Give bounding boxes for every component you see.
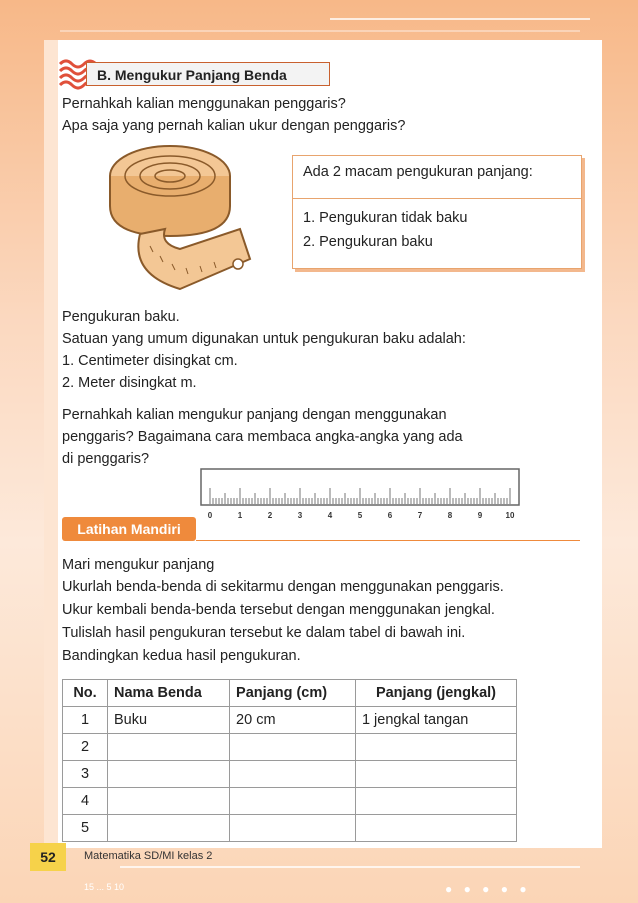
ruler-label: 0 — [207, 511, 213, 520]
footer-numbers: 15 ... 5 10 — [84, 882, 125, 892]
decor-line — [330, 18, 590, 20]
badge-underline — [196, 540, 580, 541]
exercise-line: Tulislah hasil pengukuran tersebut ke dalam tabel di bawah ini. — [62, 625, 466, 641]
cell-nama — [108, 815, 230, 842]
decor-line — [60, 30, 580, 32]
page-number: 52 — [30, 843, 66, 871]
exercise-line: Mari mengukur panjang — [62, 557, 215, 573]
ruler-label: 2 — [267, 511, 273, 520]
ruler-label: 9 — [477, 511, 483, 520]
cell-jengkal — [355, 734, 516, 761]
decor-line — [120, 866, 580, 868]
intro-line-1: Pernahkah kalian menggunakan penggaris? — [62, 96, 346, 112]
book-title: Matematika SD/MI kelas 2 — [84, 850, 213, 862]
cell-no: 5 — [63, 815, 108, 842]
ruler-label: 8 — [447, 511, 453, 520]
ruler-label: 3 — [297, 511, 303, 520]
table-row — [63, 815, 517, 842]
question-line: Pernahkah kalian mengukur panjang dengan menggunakan — [62, 407, 447, 423]
info-box — [292, 155, 582, 269]
baku-line: Satuan yang umum digunakan untuk pengukuran baku adalah: — [62, 331, 466, 347]
ruler-illustration — [200, 468, 520, 522]
section-title: B. Mengukur Panjang Benda — [86, 62, 330, 86]
header-no: No. — [63, 680, 108, 707]
exercise-line: Ukur kembali benda-benda tersebut dengan menggunakan jengkal. — [62, 602, 495, 618]
cell-jengkal — [355, 761, 516, 788]
ruler-label: 1 — [237, 511, 243, 520]
measuring-tape-illustration — [100, 134, 260, 310]
info-box-title: Ada 2 macam pengukuran panjang: — [303, 164, 533, 180]
info-item: 1. Pengukuran tidak baku — [303, 210, 468, 226]
table-header-row — [63, 680, 517, 707]
info-box-divider — [293, 198, 581, 199]
info-item: 2. Pengukuran baku — [303, 234, 433, 250]
ruler-label: 4 — [327, 511, 333, 520]
ruler-label: 5 — [357, 511, 363, 520]
cell-no: 2 — [63, 734, 108, 761]
header-panjang-jengkal: Panjang (jengkal) — [355, 680, 516, 707]
measurement-table — [62, 679, 517, 842]
table-row — [63, 707, 517, 734]
panel-strip — [44, 40, 58, 848]
header-nama-benda: Nama Benda — [108, 680, 230, 707]
baku-item: 2. Meter disingkat m. — [62, 375, 197, 391]
header-panjang-cm: Panjang (cm) — [230, 680, 356, 707]
question-line: di penggaris? — [62, 451, 150, 467]
exercise-badge: Latihan Mandiri — [62, 517, 196, 541]
table-row — [63, 761, 517, 788]
cell-nama: Buku — [108, 707, 230, 734]
cell-cm — [230, 761, 356, 788]
ruler-labels — [208, 511, 515, 520]
cell-cm — [230, 734, 356, 761]
cell-nama — [108, 734, 230, 761]
cell-no: 1 — [63, 707, 108, 734]
ruler-label: 6 — [387, 511, 393, 520]
ruler-label: 7 — [417, 511, 423, 520]
question-line: penggaris? Bagaimana cara membaca angka-angka yang ada — [62, 429, 463, 445]
cell-jengkal: 1 jengkal tangan — [355, 707, 516, 734]
cell-jengkal — [355, 788, 516, 815]
cell-cm — [230, 788, 356, 815]
table-row — [63, 788, 517, 815]
cell-no: 4 — [63, 788, 108, 815]
cell-cm: 20 cm — [230, 707, 356, 734]
footer-dots: ● ● ● ● ● — [445, 882, 531, 896]
intro-line-2: Apa saja yang pernah kalian ukur dengan penggaris? — [62, 118, 406, 134]
cell-jengkal — [355, 815, 516, 842]
exercise-line: Ukurlah benda-benda di sekitarmu dengan menggunakan penggaris. — [62, 579, 504, 595]
cell-nama — [108, 761, 230, 788]
table-row — [63, 734, 517, 761]
cell-cm — [230, 815, 356, 842]
exercise-line: Bandingkan kedua hasil pengukuran. — [62, 648, 301, 664]
ruler-label: 10 — [505, 511, 515, 520]
baku-heading: Pengukuran baku. — [62, 309, 180, 325]
cell-no: 3 — [63, 761, 108, 788]
baku-item: 1. Centimeter disingkat cm. — [62, 353, 238, 369]
cell-nama — [108, 788, 230, 815]
